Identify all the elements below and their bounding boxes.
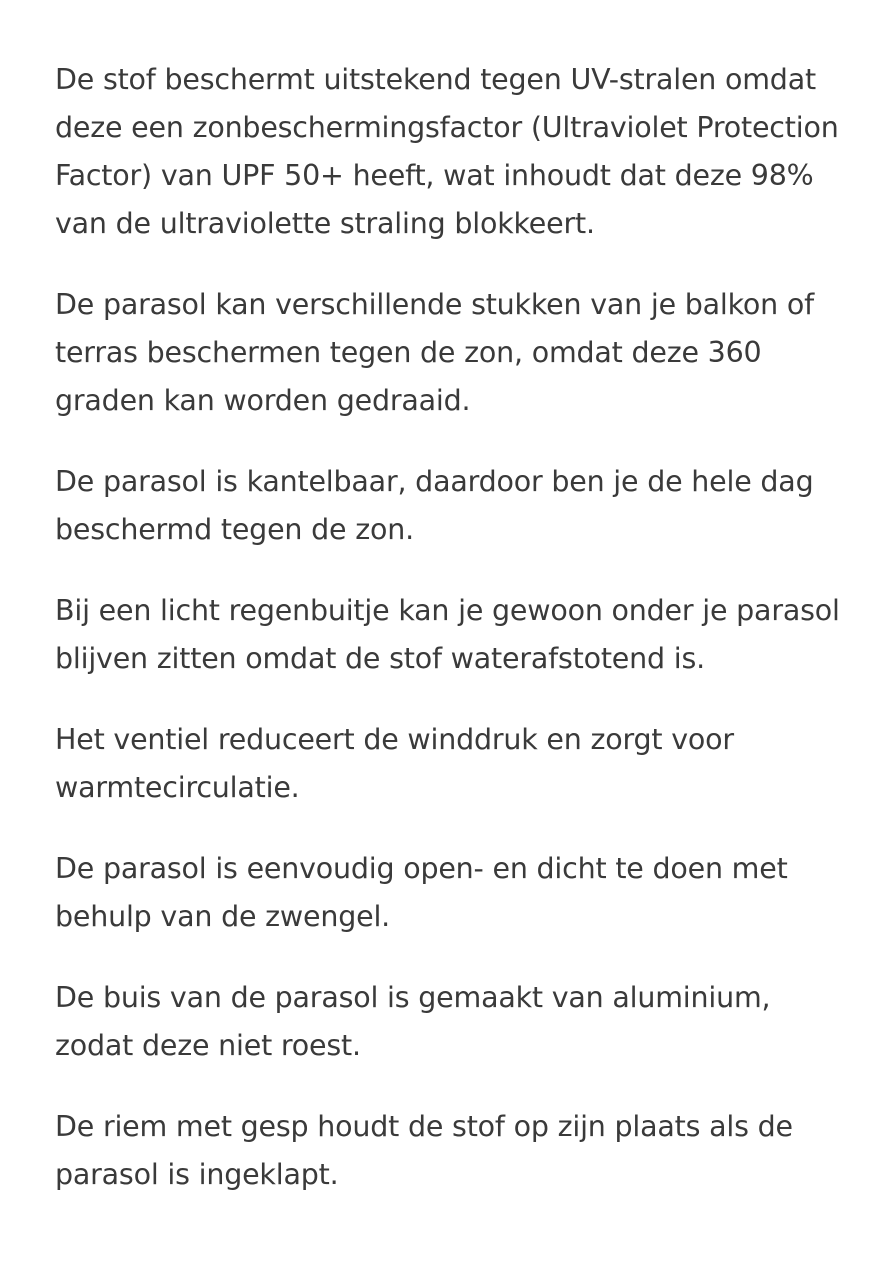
paragraph-tilt: De parasol is kantelbaar, daardoor ben je de hele dag beschermd tegen de zon. <box>55 465 814 546</box>
paragraph-aluminium-pole: De buis van de parasol is gemaakt van aluminium, zodat deze niet roest. <box>55 981 771 1062</box>
paragraph-strap-buckle: De riem met gesp houdt de stof op zijn plaats als de parasol is ingeklapt. <box>55 1110 793 1191</box>
product-features-text <box>55 56 845 1232</box>
paragraph-rotation: De parasol kan verschillende stukken van je balkon of terras beschermen tegen de zon, omdat deze 360 graden kan worden gedraaid. <box>55 288 814 417</box>
paragraph-uv-protection: De stof beschermt uitstekend tegen UV-stralen omdat deze een zonbeschermingsfactor (Ultraviolet Protection Factor) van UPF 50+ heeft, wat inhoudt dat deze 98% van de ultraviolette straling blokkeert. <box>55 63 839 240</box>
paragraph-crank: De parasol is eenvoudig open- en dicht te doen met behulp van de zwengel. <box>55 852 788 933</box>
paragraph-vent: Het ventiel reduceert de winddruk en zorgt voor warmtecirculatie. <box>55 723 734 804</box>
paragraph-water-repellent: Bij een licht regenbuitje kan je gewoon onder je parasol blijven zitten omdat de stof waterafstotend is. <box>55 594 840 675</box>
